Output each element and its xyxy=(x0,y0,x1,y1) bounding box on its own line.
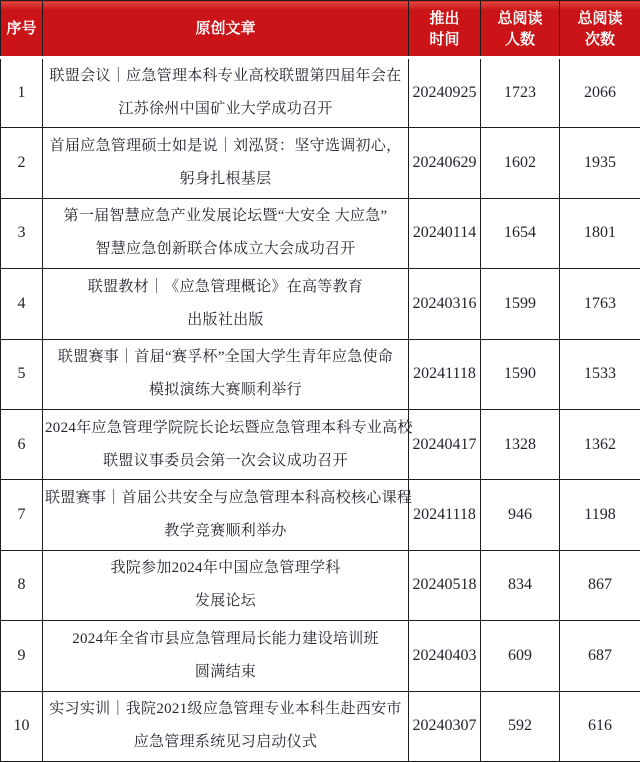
total-reads: 1801 xyxy=(560,198,640,268)
publish-date: 20240307 xyxy=(409,691,481,761)
article-title: 实习实训｜我院2021级应急管理专业本科生赴西安市 应急管理系统见习启动仪式 xyxy=(43,691,409,761)
row-number: 7 xyxy=(1,480,43,550)
publish-date: 20240417 xyxy=(409,409,481,479)
publish-date: 20240925 xyxy=(409,58,481,128)
table-row xyxy=(1,409,640,479)
table-row xyxy=(1,550,640,620)
total-reads: 1935 xyxy=(560,128,640,198)
total-readers: 834 xyxy=(481,550,560,620)
table-row xyxy=(1,58,640,128)
total-readers: 1602 xyxy=(481,128,560,198)
publish-date: 20240316 xyxy=(409,269,481,339)
table-header xyxy=(1,1,640,58)
header-col-publish-date: 推出 时间 xyxy=(409,1,481,58)
row-number: 2 xyxy=(1,128,43,198)
table-row xyxy=(1,198,640,268)
total-readers: 1328 xyxy=(481,409,560,479)
table-row xyxy=(1,621,640,691)
table-row xyxy=(1,269,640,339)
publish-date: 20240518 xyxy=(409,550,481,620)
row-number: 4 xyxy=(1,269,43,339)
header-col-number: 序号 xyxy=(1,1,43,58)
row-number: 6 xyxy=(1,409,43,479)
table-row xyxy=(1,339,640,409)
total-reads: 1362 xyxy=(560,409,640,479)
total-reads: 616 xyxy=(560,691,640,761)
row-number: 8 xyxy=(1,550,43,620)
article-title: 2024年应急管理学院院长论坛暨应急管理本科专业高校 联盟议事委员会第一次会议成功召开 xyxy=(43,409,409,479)
total-readers: 609 xyxy=(481,621,560,691)
publish-date: 20240114 xyxy=(409,198,481,268)
header-col-total-readers: 总阅读 人数 xyxy=(481,1,560,58)
row-number: 3 xyxy=(1,198,43,268)
total-reads: 687 xyxy=(560,621,640,691)
header-row xyxy=(1,1,640,58)
publish-date: 20240403 xyxy=(409,621,481,691)
table-row xyxy=(1,691,640,761)
total-readers: 1599 xyxy=(481,269,560,339)
article-title: 第一届智慧应急产业发展论坛暨“大安全 大应急” 智慧应急创新联合体成立大会成功召开 xyxy=(43,198,409,268)
total-reads: 1763 xyxy=(560,269,640,339)
article-title: 2024年全省市县应急管理局长能力建设培训班 圆满结束 xyxy=(43,621,409,691)
total-reads: 1198 xyxy=(560,480,640,550)
publish-date: 20241118 xyxy=(409,480,481,550)
total-readers: 946 xyxy=(481,480,560,550)
article-title: 联盟会议｜应急管理本科专业高校联盟第四届年会在 江苏徐州中国矿业大学成功召开 xyxy=(43,58,409,128)
publish-date: 20240629 xyxy=(409,128,481,198)
publish-date: 20241118 xyxy=(409,339,481,409)
article-title: 联盟教材｜《应急管理概论》在高等教育 出版社出版 xyxy=(43,269,409,339)
row-number: 5 xyxy=(1,339,43,409)
header-col-article: 原创文章 xyxy=(43,1,409,58)
article-title: 我院参加2024年中国应急管理学科 发展论坛 xyxy=(43,550,409,620)
header-col-total-reads: 总阅读 次数 xyxy=(560,1,640,58)
table-row xyxy=(1,128,640,198)
total-readers: 1590 xyxy=(481,339,560,409)
total-reads: 1533 xyxy=(560,339,640,409)
article-title: 联盟赛事｜首届公共安全与应急管理本科高校核心课程 教学竞赛顺利举办 xyxy=(43,480,409,550)
row-number: 1 xyxy=(1,58,43,128)
total-readers: 1723 xyxy=(481,58,560,128)
article-title: 联盟赛事｜首届“赛孚杯”全国大学生青年应急使命 模拟演练大赛顺利举行 xyxy=(43,339,409,409)
table-body xyxy=(1,58,640,762)
table-row xyxy=(1,480,640,550)
article-title: 首届应急管理硕士如是说｜刘泓贤：坚守选调初心， 躬身扎根基层 xyxy=(43,128,409,198)
total-reads: 867 xyxy=(560,550,640,620)
total-readers: 592 xyxy=(481,691,560,761)
total-reads: 2066 xyxy=(560,58,640,128)
row-number: 9 xyxy=(1,621,43,691)
row-number: 10 xyxy=(1,691,43,761)
total-readers: 1654 xyxy=(481,198,560,268)
